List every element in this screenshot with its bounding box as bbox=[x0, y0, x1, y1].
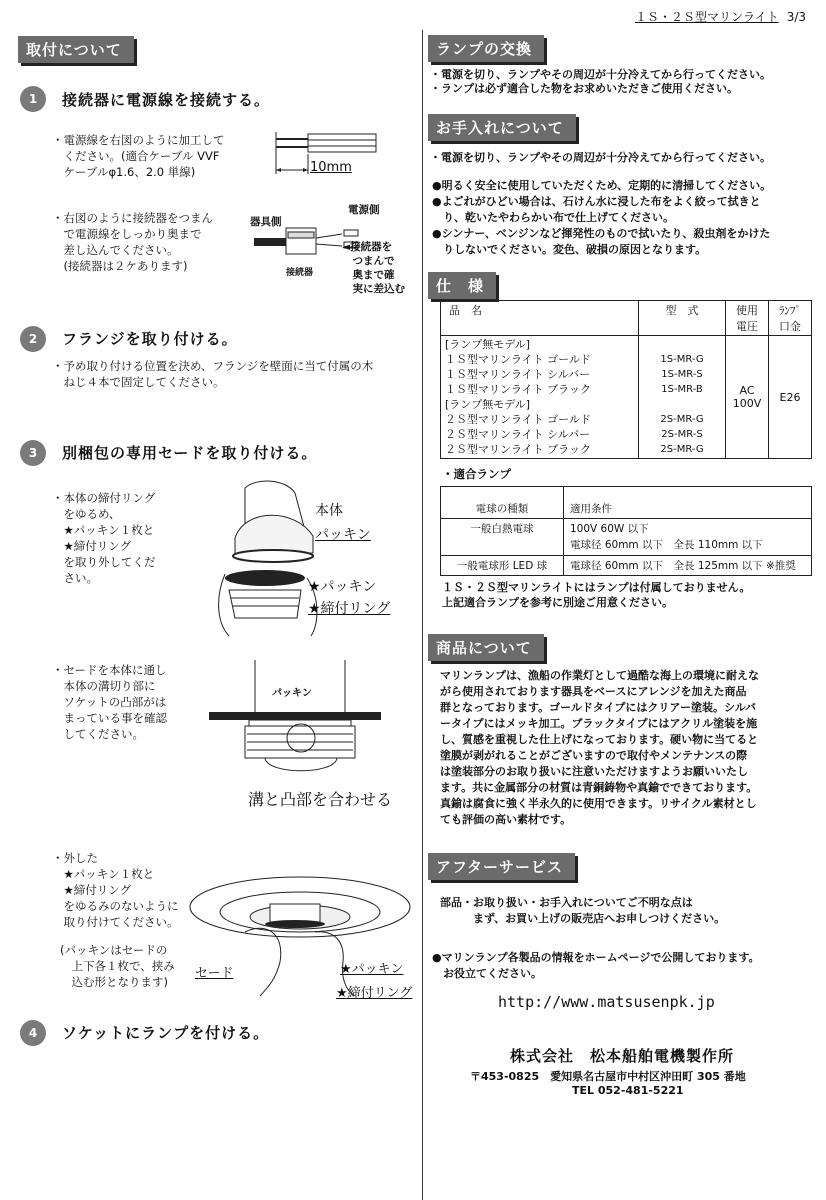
document-title: １Ｓ・２Ｓ型マリンライト bbox=[635, 10, 779, 24]
step-1-title: 接続器に電源線を接続する。 bbox=[62, 91, 271, 109]
after-service-text-a: 部品・お取り扱い・お手入れについてご不明な点は まず、お買い上げの販売店へお申しつけください。 bbox=[440, 896, 726, 925]
website-url[interactable]: http://www.matsusenpk.jp bbox=[498, 993, 715, 1011]
star-packing-label: ★パッキン bbox=[308, 579, 377, 595]
installation-heading: 取付について bbox=[18, 36, 134, 63]
body-label: 本体 bbox=[315, 503, 343, 519]
compat-row-1-condition: 100V 60W 以下 電球径 60mm 以下 全長 110mm 以下 bbox=[564, 519, 812, 556]
spec-heading: 仕 様 bbox=[428, 272, 496, 299]
care-heading: お手入れについて bbox=[428, 114, 576, 141]
company-address: 〒453-0825 愛知県名古屋市中村区沖田町 305 番地 bbox=[470, 1070, 746, 1083]
compat-header-type: 電球の種類 bbox=[441, 487, 564, 519]
company-tel: TEL 052-481-5221 bbox=[572, 1084, 684, 1097]
shade-label: セード bbox=[195, 966, 234, 981]
spec-voltage: AC 100V bbox=[726, 336, 769, 459]
compat-lamp-title: ・適合ランプ bbox=[442, 467, 511, 481]
spec-header-voltage: 使用 電圧 bbox=[726, 301, 769, 336]
lamp-replacement-heading: ランプの交換 bbox=[428, 35, 544, 62]
product-heading: 商品について bbox=[428, 634, 544, 661]
after-service-heading: アフターサービス bbox=[428, 853, 575, 880]
product-description: マリンランプは、漁船の作業灯として過酷な海上の環境に耐えな がら使用されております器具をベースにアレンジを加えた商品 群となっております。ゴールドタイプにはクリアー塗装。シルバ ータイプにはメッキ加工。ブラックタイプにはアクリル塗装を施 し、質感を重視した仕上げになっております。硬い物に当てると 塗膜が剥がれることがございますので取付やメンテナンスの際 は塗装部分のお取り扱いに注意いただけますようお願いいたし ます。共に金属部分の材質は青銅鋳物や真鍮でできております。 真鍮は腐食に強く半永久的に使用できます。リサイクル素材とし ても評価の高い素材です。 bbox=[440, 669, 759, 826]
connector-label: 接続器 bbox=[286, 268, 314, 278]
step-4-title: ソケットにランプを付ける。 bbox=[62, 1024, 270, 1042]
step-1-number: 1 bbox=[20, 86, 46, 112]
step-3-text-c: ・外した ★パッキン１枚と ★締付リング をゆるみのないように 取り付けてください。 bbox=[52, 851, 179, 929]
fixture-side-label: 器具側 bbox=[250, 216, 282, 228]
spec-model-numbers: 1S-MR-G 1S-MR-S 1S-MR-B 2S-MR-G 2S-MR-S 2S-MR-G bbox=[639, 336, 726, 459]
shade-assembly-figure bbox=[185, 862, 415, 1002]
shade-star-packing-label: ★パッキン bbox=[340, 962, 404, 977]
spec-header-base: ﾗﾝﾌﾟ 口金 bbox=[769, 301, 812, 336]
after-service-text-b: ●マリンランプ各製品の情報をホームページで公開しております。 お役立てください。 bbox=[432, 951, 760, 980]
step-3-text-a: ・本体の締付リング をゆるめ、 ★パッキン１枚と ★締付リング を取り外してくだ さい。 bbox=[52, 491, 156, 585]
fig-packing-label: パッキン bbox=[272, 688, 312, 699]
column-divider bbox=[422, 30, 423, 1200]
step-2-title: フランジを取り付ける。 bbox=[62, 330, 238, 348]
compat-row-1-type: 一般白熱電球 bbox=[441, 519, 564, 556]
care-text-b: ●明るく安全に使用していただくため、定期的に清掃してください。 ●よごれがひどい場合は、石けん水に浸した布をよく絞って拭きと り、乾いたやわらかい布で仕上げてください。 ●シンナー、ベンジンなど揮発性のもので拭いたり、殺虫剤をかけた りしないでください。変色、破損の原因となります。 bbox=[432, 179, 772, 256]
star-ring-label: ★締付リング bbox=[308, 601, 391, 617]
spec-product-names: [ランプ無モデル] １Ｓ型マリンライト ゴールド １Ｓ型マリンライト シルバー １Ｓ型マリンライト ブラック [ランプ無モデル] ２Ｓ型マリンライト ゴールド ２Ｓ型マリンライト シルバー ２Ｓ型マリンライト ブラック bbox=[441, 336, 639, 459]
spec-header-name: 品 名 bbox=[441, 301, 639, 336]
strip-length-label: 10mm bbox=[310, 160, 352, 175]
compat-row-2-type: 一般電球形 LED 球 bbox=[441, 556, 564, 576]
step-3-text-b: ・セードを本体に通し 本体の溝切り部に ソケットの凸部がは まっている事を確認 してください。 bbox=[52, 663, 167, 741]
compat-row-2-condition: 電球径 60mm 以下 全長 125mm 以下 ※推奨 bbox=[564, 556, 812, 576]
shade-star-ring-label: ★締付リング bbox=[336, 986, 413, 1001]
step-1-text-a: ・電源線を右図のように加工して ください。(適合ケーブル VVF ケーブルφ1.6、2.0 単線) bbox=[52, 133, 225, 179]
company-name: 株式会社 松本船舶電機製作所 bbox=[510, 1047, 735, 1065]
compat-note: １Ｓ・２Ｓ型マリンライトにはランプは付属しておりません。 上記適合ランプを参考に別途ご用意ください。 bbox=[442, 581, 751, 609]
step-3-title: 別梱包の専用セードを取り付ける。 bbox=[62, 444, 318, 462]
page-number: 3/3 bbox=[786, 10, 806, 24]
lamp-replacement-text: ・電源を切り、ランプやその周辺が十分冷えてから行ってください。 ・ランプは必ず適合した物をお求めいただきご使用ください。 bbox=[430, 68, 771, 95]
step-2-text: ・予め取り付ける位置を決め、フランジを壁面に当て付属の木 ねじ４本で固定してください。 bbox=[52, 359, 374, 389]
step-1-text-b: ・右図のように接続器をつまん で電源線をしっかり奥まで 差し込んでください。 (接続器は２ケあります) bbox=[52, 211, 213, 273]
step-3-text-d: (パッキンはセードの 上下各１枚で、挟み 込む形となります) bbox=[60, 943, 175, 989]
spec-table bbox=[440, 300, 812, 459]
connector-note: ◄接続器を つまんで 奥まで確 実に差込む bbox=[342, 241, 405, 295]
spec-header-model: 型 式 bbox=[639, 301, 726, 336]
groove-caption: 溝と凸部を合わせる bbox=[248, 790, 393, 809]
care-text-a: ・電源を切り、ランプやその周辺が十分冷えてから行ってください。 bbox=[430, 151, 771, 164]
step-2-number: 2 bbox=[20, 326, 46, 352]
page-header bbox=[635, 8, 806, 25]
spec-base: E26 bbox=[769, 336, 812, 459]
step-4-number: 4 bbox=[20, 1020, 46, 1046]
compat-lamp-table bbox=[440, 486, 812, 576]
packing-label: パッキン bbox=[315, 527, 371, 543]
compat-header-condition: 適用条件 bbox=[564, 487, 812, 519]
groove-figure bbox=[205, 660, 385, 780]
power-side-label: 電源側 bbox=[348, 204, 380, 216]
step-3-number: 3 bbox=[20, 440, 46, 466]
